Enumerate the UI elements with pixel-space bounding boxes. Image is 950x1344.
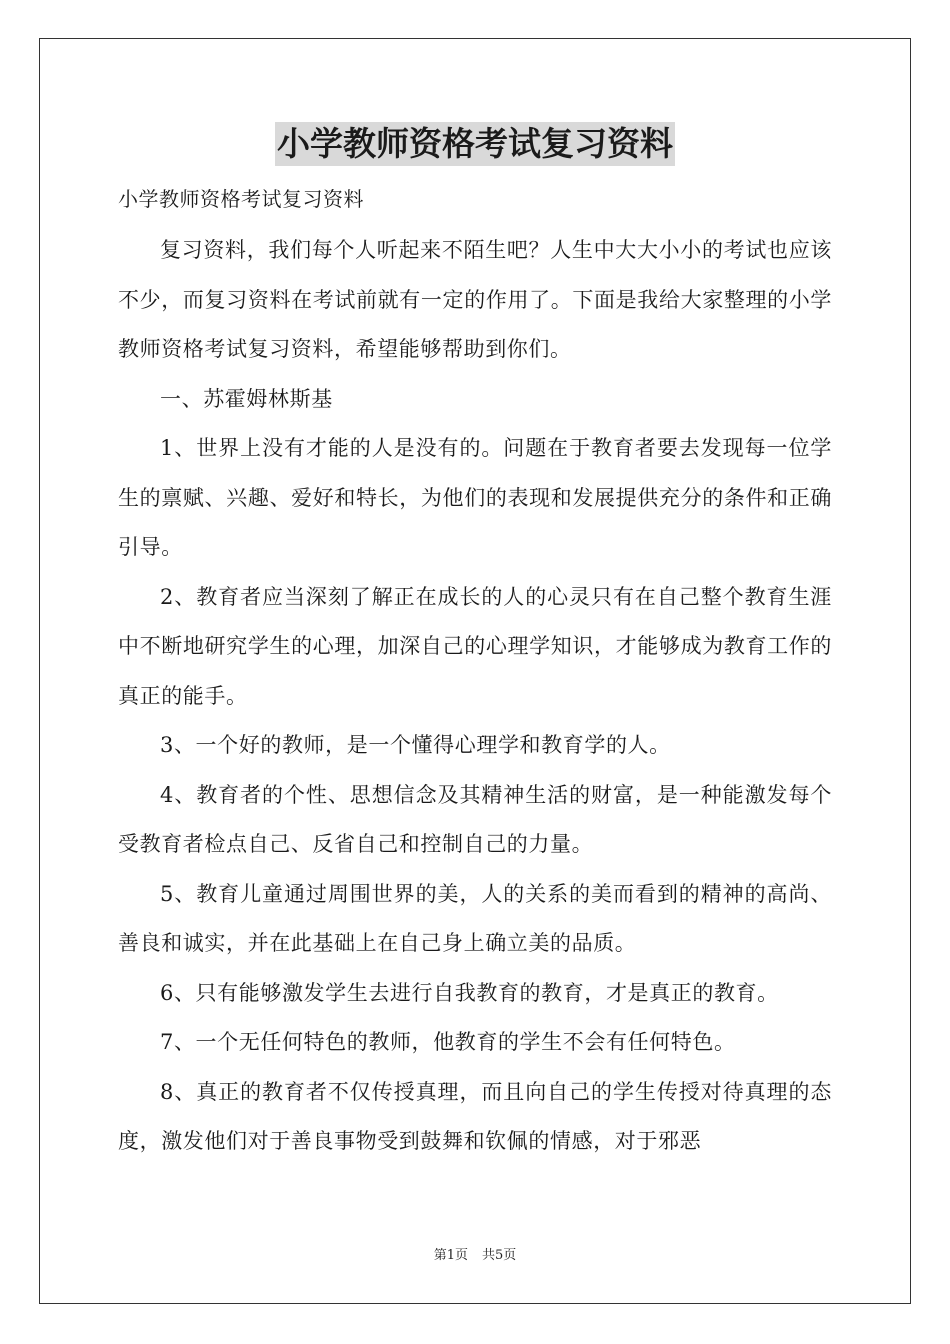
document-title: 小学教师资格考试复习资料 (275, 122, 675, 166)
paragraph-item-5: 5、教育儿童通过周围世界的美，人的关系的美而看到的精神的高尚、善良和诚实，并在此基础上在自己身上确立美的品质。 (118, 881, 832, 955)
paragraph-item-7: 7、一个无任何特色的教师，他教育的学生不会有任何特色。 (160, 1030, 736, 1054)
page-number-total: 共5页 (482, 1248, 517, 1263)
paragraph-item-1: 1、世界上没有才能的人是没有的。问题在于教育者要去发现每一位学生的禀赋、兴趣、爱好和特长，为他们的表现和发展提供充分的条件和正确引导。 (118, 436, 832, 559)
page-number-current: 第1页 (433, 1248, 468, 1263)
document-subtitle: 小学教师资格考试复习资料 (118, 187, 364, 211)
paragraph-item-6: 6、只有能够激发学生去进行自我教育的教育，才是真正的教育。 (160, 980, 779, 1005)
paragraph-item-2: 2、教育者应当深刻了解正在成长的人的心灵只有在自己整个教育生涯中不断地研究学生的心理，加深自己的心理学知识，才能够成为教育工作的真正的能手。 (118, 584, 832, 708)
paragraph-item-3: 3、一个好的教师，是一个懂得心理学和教育学的人。 (160, 733, 671, 757)
paragraph-item-4: 4、教育者的个性、思想信念及其精神生活的财富，是一种能激发每个受教育者检点自己、反省自己和控制自己的力量。 (118, 782, 832, 856)
document-body (118, 226, 832, 1167)
page-footer (0, 1247, 950, 1265)
paragraph-intro: 复习资料，我们每个人听起来不陌生吧？人生中大大小小的考试也应该不少，而复习资料在考试前就有一定的作用了。下面是我给大家整理的小学教师资格考试复习资料，希望能够帮助到你们。 (118, 238, 832, 361)
title-container (0, 122, 950, 166)
paragraph-item-8: 8、真正的教育者不仅传授真理，而且向自己的学生传授对待真理的态度，激发他们对于善良事物受到鼓舞和钦佩的情感，对于邪恶 (118, 1079, 832, 1153)
section-heading: 一、苏霍姆林斯基 (160, 386, 333, 411)
